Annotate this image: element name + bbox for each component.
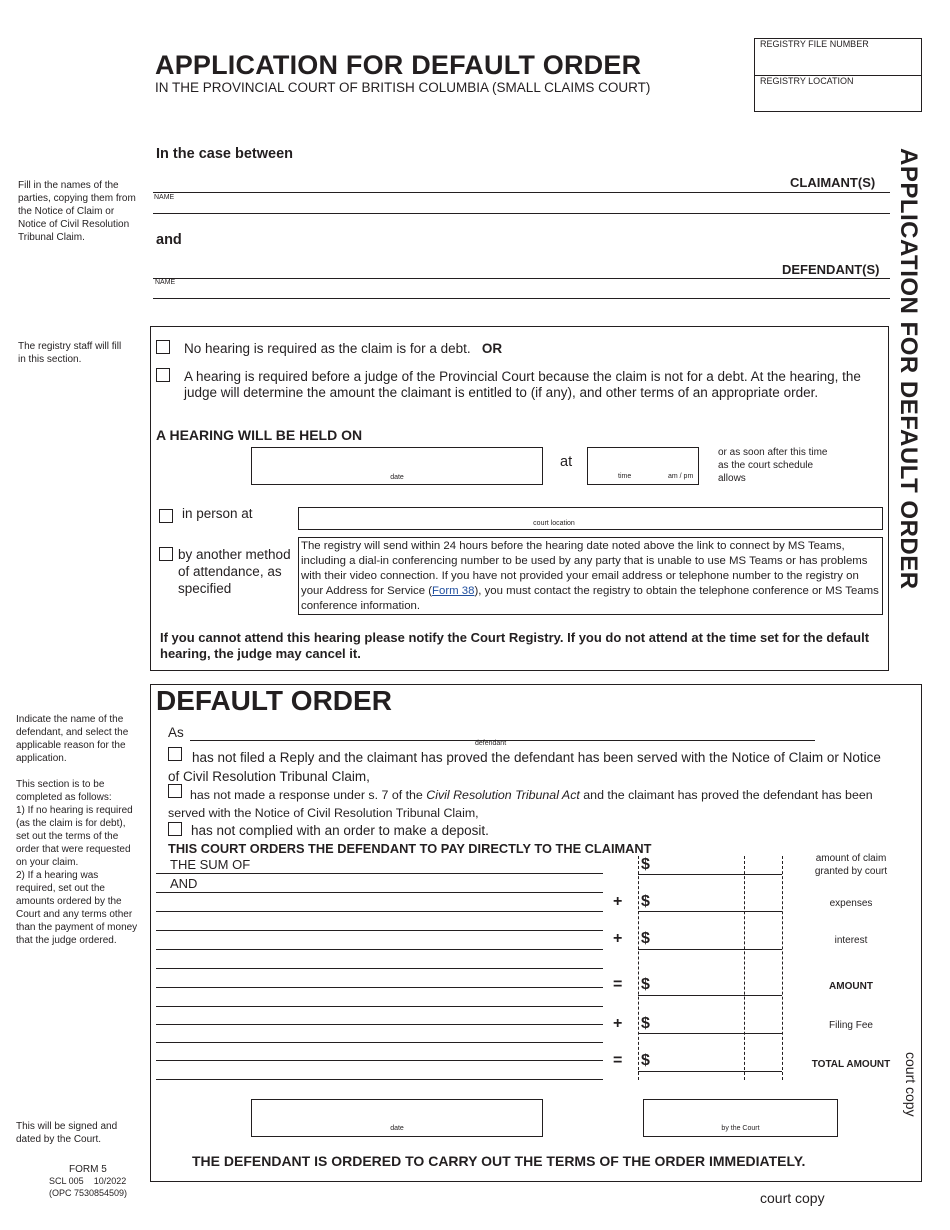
scl-code: SCL 005 10/2022 [49, 1176, 127, 1186]
defendants-label: DEFENDANT(S) [782, 262, 880, 277]
by-the-court-label: by the Court [721, 1125, 760, 1132]
court-location-label: court location [533, 520, 575, 527]
court-copy-footer: court copy [760, 1190, 825, 1206]
dollar-interest: $ [641, 930, 650, 947]
form-title: APPLICATION FOR DEFAULT ORDER [155, 50, 642, 80]
and-label: and [156, 232, 182, 248]
reason-no-deposit-checkbox[interactable] [168, 822, 182, 836]
filing-fee-field[interactable] [656, 1015, 782, 1033]
equals-amount: = [613, 976, 623, 993]
claimant-name-field[interactable] [153, 170, 783, 192]
interest-label: interest [834, 935, 868, 946]
at-label: at [560, 454, 573, 470]
order-date-label: date [390, 1125, 404, 1132]
form-subtitle: IN THE PROVINCIAL COURT OF BRITISH COLUMBIA (SMALL CLAIMS COURT) [155, 80, 651, 95]
plus-filing-fee: + [613, 1015, 623, 1032]
amount-claim-field[interactable] [656, 856, 782, 874]
amount-claim-label: amount of claim granted by court [814, 853, 888, 877]
reason-no-deposit-text: has not complied with an order to make a deposit. [191, 823, 489, 838]
registry-box [754, 38, 922, 112]
ampm-label: am / pm [668, 473, 694, 480]
other-method-checkbox[interactable] [159, 547, 173, 561]
expenses-label: expenses [829, 898, 873, 909]
reason-no-reply-text: has not filed a Reply and the claimant has proved the defendant has been served with the Notice of Claim or Notice of Civil Resolution Tribunal Claim, [168, 750, 881, 784]
filing-fee-label: Filing Fee [829, 1020, 873, 1031]
court-location-field[interactable] [298, 507, 883, 530]
or-label: OR [481, 341, 503, 356]
order-instruction: Indicate the name of the defendant, and select the applicable reason for the application. This section is to be completed as follows: 1) If no hearing is required (as the claim is for debt), set out the terms of the order that were requested on your claim. 2) If a hearing was required, set out the amounts ordered by the Court and any terms other than the payment of money that the judge ordered. [16, 714, 138, 946]
equals-total: = [613, 1052, 623, 1069]
sum-of-label: THE SUM OF [170, 857, 251, 872]
amount-label: AMOUNT [829, 981, 873, 992]
other-method-label: by another method of attendance, as specified [178, 547, 291, 596]
registry-location-field[interactable] [755, 88, 921, 112]
parties-instruction: Fill in the names of the parties, copying them from the Notice of Claim or Notice of Civil Resolution Tribunal Claim. [18, 180, 136, 243]
dollar-expenses: $ [641, 893, 650, 910]
signing-instruction: This will be signed and dated by the Court. [16, 1121, 118, 1145]
court-signature-field[interactable] [643, 1099, 838, 1137]
amount-field[interactable] [656, 976, 782, 994]
reason-no-response-text: has not made a response under s. 7 of the Civil Resolution Tribunal Act and the claimant has proved the defendant has been served with the Notice of Civil Resolution Tribunal Claim, [168, 788, 873, 820]
hearing-date-field[interactable] [251, 447, 543, 485]
as-label: As [168, 725, 184, 740]
dollar-filing-fee: $ [641, 1015, 650, 1032]
hearing-heading: A HEARING WILL BE HELD ON [156, 427, 363, 443]
hearing-required-checkbox[interactable] [156, 368, 170, 382]
order-terms-area[interactable] [156, 876, 603, 1080]
registry-file-number-label: REGISTRY FILE NUMBER [760, 39, 869, 49]
final-statement: THE DEFENDANT IS ORDERED TO CARRY OUT THE TERMS OF THE ORDER IMMEDIATELY. [192, 1153, 806, 1169]
total-amount-field[interactable] [656, 1052, 782, 1070]
court-copy-vertical: court copy [903, 1052, 919, 1117]
hearing-required-label: A hearing is required before a judge of the Provincial Court because the claim is not for a debt. At the hearing, the judge will determine the amount the claimant is entitled to (if any), and other terms of an appropriate order. [184, 369, 861, 400]
registry-notice-text: The registry will send within 24 hours before the hearing date noted above the link to connect by MS Teams, including a dial-in conferencing number to be used by any party that is unable to use MS Teams or has problems with their video connection. If you have not provided your email address or telephone number to the registry on your Address for Service (Form 38), you must contact the registry to obtain the telephone conference or MS Teams conference information. [301, 540, 879, 612]
opc-code: (OPC 7530854509) [49, 1188, 128, 1198]
defendant-name-order-field[interactable] [190, 722, 815, 740]
claimants-label: CLAIMANT(S) [790, 175, 876, 190]
defendant-name-field[interactable] [153, 256, 778, 278]
dollar-amount: $ [641, 976, 650, 993]
defendant-label: defendant [475, 740, 507, 747]
form-38-link[interactable]: Form 38 [432, 585, 475, 597]
default-order-heading: DEFAULT ORDER [156, 685, 392, 716]
hearing-date-label: date [390, 474, 404, 481]
registry-location-label: REGISTRY LOCATION [760, 76, 854, 86]
order-date-field[interactable] [251, 1099, 543, 1137]
hearing-time-field[interactable] [587, 447, 699, 485]
hearing-warning: If you cannot attend this hearing please notify the Court Registry. If you do not attend at the time set for the default hearing, the judge may cancel it. [160, 630, 870, 661]
orders-heading: THIS COURT ORDERS THE DEFENDANT TO PAY DIRECTLY TO THE CLAIMANT [168, 841, 652, 856]
no-hearing-label: No hearing is required as the claim is for a debt. OR [184, 341, 503, 356]
dollar-sum: $ [641, 856, 650, 873]
interest-field[interactable] [656, 930, 782, 948]
no-hearing-checkbox[interactable] [156, 340, 170, 354]
in-person-label: in person at [182, 506, 253, 521]
in-person-checkbox[interactable] [159, 509, 173, 523]
expenses-field[interactable] [656, 893, 782, 911]
and-label-order: AND [170, 876, 198, 891]
name-label-claimant: NAME [154, 194, 175, 201]
form-number: FORM 5 [69, 1164, 107, 1175]
total-amount-label: TOTAL AMOUNT [811, 1059, 891, 1070]
registry-notice-box [298, 537, 883, 615]
side-vertical-title: APPLICATION FOR DEFAULT ORDER [895, 148, 922, 590]
registry-file-number-field[interactable] [755, 51, 921, 75]
dollar-total: $ [641, 1052, 650, 1069]
hearing-time-label: time [618, 473, 632, 480]
soon-after-note: or as soon after this time as the court schedule allows [718, 447, 828, 484]
parties-heading: In the case between [156, 146, 293, 162]
name-label-defendant: NAME [155, 279, 176, 286]
hearing-instruction: The registry staff will fill in this section. [18, 341, 122, 365]
plus-interest: + [613, 930, 623, 947]
plus-expenses: + [613, 893, 623, 910]
